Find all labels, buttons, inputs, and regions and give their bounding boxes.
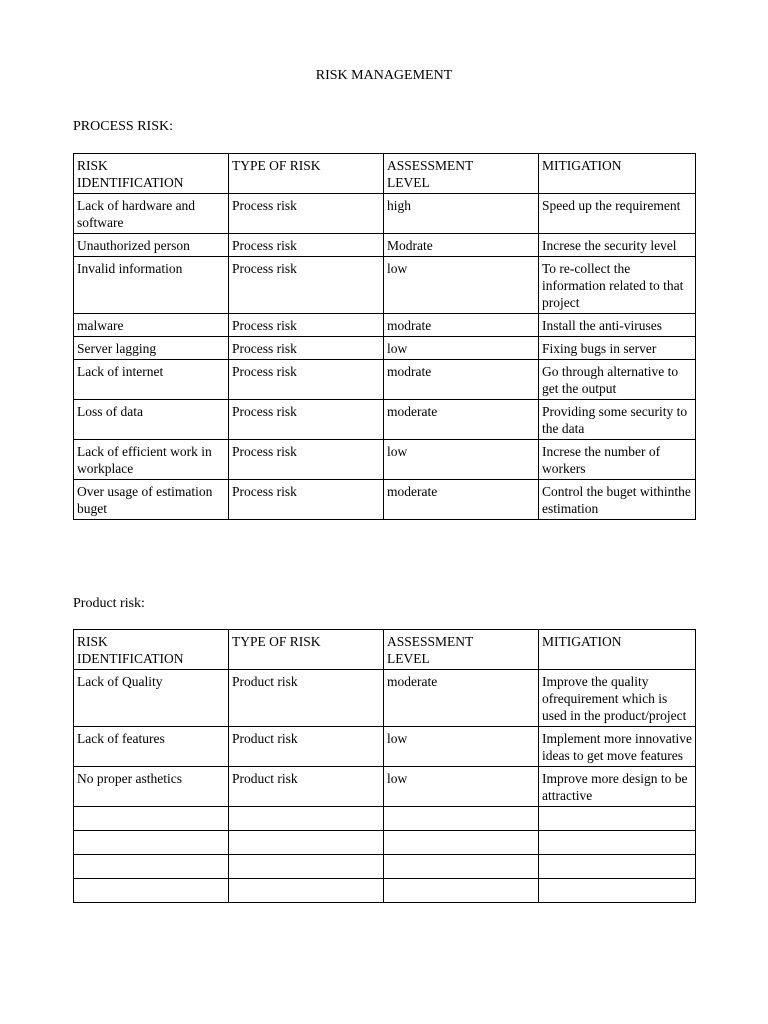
table-row (74, 337, 696, 360)
table-cell: Fixing bugs in server (539, 337, 696, 360)
table-cell: Process risk (229, 440, 384, 480)
table-cell (74, 855, 229, 879)
table-cell: Invalid information (74, 257, 229, 314)
table-cell: Improve more design to be attractive (539, 767, 696, 807)
table-cell: low (384, 440, 539, 480)
table-cell (229, 855, 384, 879)
table-cell (74, 831, 229, 855)
table-cell: Modrate (384, 234, 539, 257)
table-cell: Implement more innovative ideas to get move features (539, 727, 696, 767)
table-cell: high (384, 194, 539, 234)
table-row (74, 831, 696, 855)
table-header-cell: ASSESSMENT LEVEL (384, 154, 539, 194)
table-header-row (74, 154, 696, 194)
table-cell (229, 879, 384, 903)
table-cell: modrate (384, 360, 539, 400)
table-cell: Product risk (229, 670, 384, 727)
table-cell: low (384, 727, 539, 767)
table-cell (74, 879, 229, 903)
table-cell: Speed up the requirement (539, 194, 696, 234)
table-cell: low (384, 257, 539, 314)
table-cell: Process risk (229, 480, 384, 520)
table-cell: Product risk (229, 727, 384, 767)
table-cell: Product risk (229, 767, 384, 807)
table-cell: Increse the number of workers (539, 440, 696, 480)
table-cell (74, 807, 229, 831)
table-cell: Improve the quality ofrequirement which is used in the product/project (539, 670, 696, 727)
table-cell: malware (74, 314, 229, 337)
table-cell: Lack of Quality (74, 670, 229, 727)
table-row (74, 879, 696, 903)
table-header-cell: RISK IDENTIFICATION (74, 154, 229, 194)
table-cell: Control the buget withinthe estimation (539, 480, 696, 520)
table-cell: Server lagging (74, 337, 229, 360)
document-title: RISK MANAGEMENT (315, 68, 453, 83)
table-cell: moderate (384, 400, 539, 440)
table-header-row (74, 630, 696, 670)
table-row (74, 194, 696, 234)
table-cell: low (384, 767, 539, 807)
table-header-cell: TYPE OF RISK (229, 154, 384, 194)
table-row (74, 807, 696, 831)
table-cell: modrate (384, 314, 539, 337)
table-cell: moderate (384, 480, 539, 520)
table-cell: Process risk (229, 257, 384, 314)
table-row (74, 480, 696, 520)
table-cell: Process risk (229, 360, 384, 400)
table-header-cell: MITIGATION (539, 154, 696, 194)
table-cell: To re-collect the information related to that project (539, 257, 696, 314)
table-cell: Lack of features (74, 727, 229, 767)
table-cell (539, 855, 696, 879)
table-cell: moderate (384, 670, 539, 727)
table-header-cell: RISK IDENTIFICATION (74, 630, 229, 670)
table-cell: Lack of internet (74, 360, 229, 400)
table-row (74, 727, 696, 767)
table-cell: Go through alternative to get the output (539, 360, 696, 400)
table-row (74, 360, 696, 400)
table-row (74, 855, 696, 879)
table-cell (384, 879, 539, 903)
table-row (74, 234, 696, 257)
table-cell (229, 831, 384, 855)
product-risk-table (73, 629, 696, 903)
product-risk-heading: Product risk: (73, 596, 145, 611)
table-cell (384, 855, 539, 879)
table-cell: Loss of data (74, 400, 229, 440)
table-cell: Providing some security to the data (539, 400, 696, 440)
table-cell (384, 831, 539, 855)
table-cell: Process risk (229, 314, 384, 337)
table-cell (539, 879, 696, 903)
table-cell: No proper asthetics (74, 767, 229, 807)
table-cell: Increse the security level (539, 234, 696, 257)
table-cell: Process risk (229, 234, 384, 257)
table-row (74, 440, 696, 480)
table-cell (539, 807, 696, 831)
table-cell: low (384, 337, 539, 360)
table-row (74, 257, 696, 314)
table-row (74, 400, 696, 440)
table-cell: Lack of hardware and software (74, 194, 229, 234)
table-cell: Process risk (229, 400, 384, 440)
table-cell: Over usage of estimation buget (74, 480, 229, 520)
table-row (74, 670, 696, 727)
table-row (74, 767, 696, 807)
process-risk-heading: PROCESS RISK: (73, 119, 173, 134)
table-cell (384, 807, 539, 831)
table-header-cell: MITIGATION (539, 630, 696, 670)
process-risk-table (73, 153, 696, 520)
table-cell: Unauthorized person (74, 234, 229, 257)
table-cell: Install the anti-viruses (539, 314, 696, 337)
table-cell (229, 807, 384, 831)
table-cell: Process risk (229, 337, 384, 360)
table-cell (539, 831, 696, 855)
table-cell: Lack of efficient work in workplace (74, 440, 229, 480)
table-header-cell: ASSESSMENT LEVEL (384, 630, 539, 670)
table-cell: Process risk (229, 194, 384, 234)
table-row (74, 314, 696, 337)
table-header-cell: TYPE OF RISK (229, 630, 384, 670)
